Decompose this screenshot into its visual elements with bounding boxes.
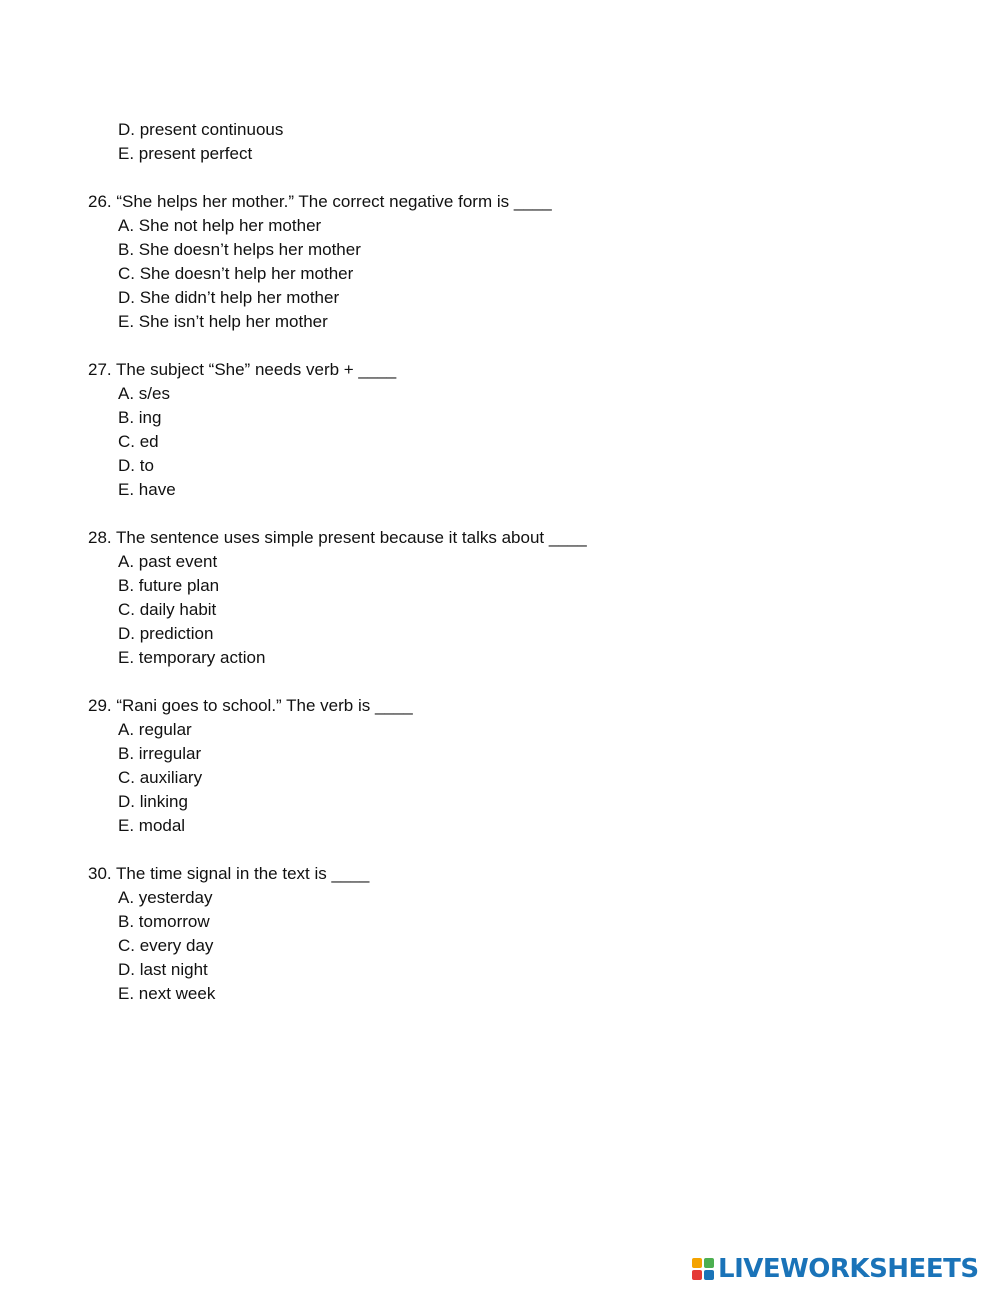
question-prompt: 30. The time signal in the text is ____ xyxy=(88,864,370,883)
logo-mark-tile xyxy=(704,1270,714,1280)
answer-option[interactable]: D. last night xyxy=(118,960,208,979)
answer-option[interactable]: B. tomorrow xyxy=(118,912,210,931)
answer-option[interactable]: A. yesterday xyxy=(118,888,213,907)
answer-option[interactable]: A. past event xyxy=(118,552,218,571)
question-prompt: 28. The sentence uses simple present because it talks about ____ xyxy=(88,528,587,547)
logo-mark-tile xyxy=(692,1270,702,1280)
answer-option[interactable]: C. ed xyxy=(118,432,159,451)
answer-option[interactable]: A. s/es xyxy=(118,384,170,403)
question-list xyxy=(88,118,948,1006)
question-28 xyxy=(88,526,948,670)
logo-text: LIVEWORKSHEETS xyxy=(718,1254,979,1284)
answer-option[interactable]: B. future plan xyxy=(118,576,220,595)
answer-option[interactable]: E. next week xyxy=(118,984,216,1003)
question-prompt: 26. “She helps her mother.” The correct negative form is ____ xyxy=(88,192,552,211)
answer-option[interactable]: D. to xyxy=(118,456,154,475)
answer-option[interactable]: D. She didn’t help her mother xyxy=(118,288,340,307)
answer-option[interactable]: C. every day xyxy=(118,936,214,955)
question-27 xyxy=(88,358,948,502)
answer-option[interactable]: C. She doesn’t help her mother xyxy=(118,264,354,283)
question-prompt: 29. “Rani goes to school.” The verb is ____ xyxy=(88,696,413,715)
answer-option[interactable]: E. temporary action xyxy=(118,648,266,667)
answer-option[interactable]: A. regular xyxy=(118,720,192,739)
answer-option[interactable]: E. modal xyxy=(118,816,186,835)
answer-option[interactable]: E. have xyxy=(118,480,176,499)
answer-option[interactable]: B. irregular xyxy=(118,744,202,763)
answer-option[interactable]: D. present continuous xyxy=(118,120,284,139)
carryover-options xyxy=(88,118,948,166)
liveworksheets-logo xyxy=(692,1254,979,1284)
question-prompt: 27. The subject “She” needs verb + ____ xyxy=(88,360,397,379)
answer-option[interactable]: C. auxiliary xyxy=(118,768,203,787)
answer-option[interactable]: B. ing xyxy=(118,408,162,427)
answer-option[interactable]: D. prediction xyxy=(118,624,214,643)
answer-option[interactable]: C. daily habit xyxy=(118,600,217,619)
answer-option[interactable]: D. linking xyxy=(118,792,188,811)
answer-option[interactable]: E. present perfect xyxy=(118,144,253,163)
answer-option[interactable]: B. She doesn’t helps her mother xyxy=(118,240,361,259)
question-29 xyxy=(88,694,948,838)
logo-mark-tile xyxy=(692,1258,702,1268)
logo-mark-icon xyxy=(692,1258,714,1280)
answer-option[interactable]: E. She isn’t help her mother xyxy=(118,312,328,331)
question-26 xyxy=(88,190,948,334)
question-30 xyxy=(88,862,948,1006)
logo-mark-tile xyxy=(704,1258,714,1268)
answer-option[interactable]: A. She not help her mother xyxy=(118,216,322,235)
